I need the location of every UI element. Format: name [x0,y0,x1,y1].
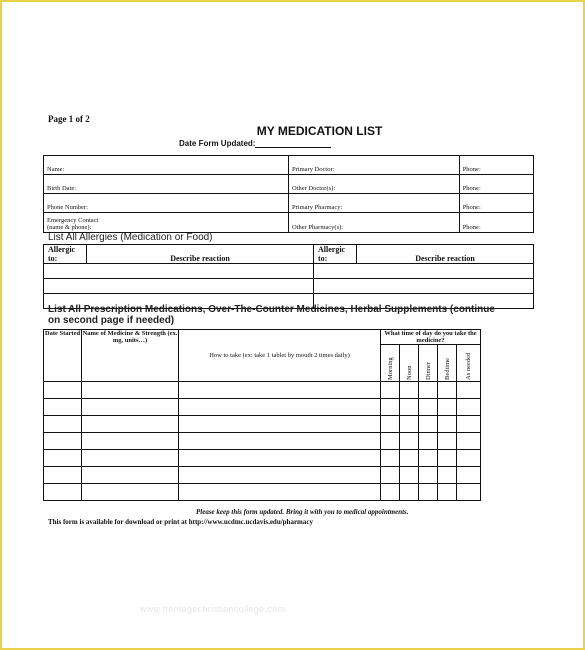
med-cell[interactable] [400,416,419,433]
med-cell[interactable] [44,416,82,433]
allergy-header-row [44,245,534,264]
med-cell[interactable] [44,433,82,450]
med-cell[interactable] [179,433,381,450]
footer-note: Please keep this form updated. Bring it with you to medical appointments. [196,508,409,516]
info-cell: Birth Date: [44,175,289,194]
allergies-heading: List All Allergies (Medication or Food) [48,232,213,243]
date-updated-line [255,139,331,148]
med-cell[interactable] [381,484,400,501]
medications-table [43,329,481,501]
reaction-col-header: Describe reaction [87,245,314,264]
allergy-col-header: Allergic to: [44,245,87,264]
time-label: Bedtime [443,357,451,380]
info-cell: Phone: [459,156,533,175]
med-cell[interactable] [400,484,419,501]
medications-heading: List All Prescription Medications, Over-The-Counter Medicines, Herbal Supplements (continue on second page if needed) [48,304,495,326]
med-cell[interactable] [438,484,457,501]
medication-row [44,467,481,484]
how-to-take-text: How to take (ex: take 1 tablet by mouth 2 times daily) [209,352,350,359]
med-cell[interactable] [82,484,179,501]
med-cell[interactable] [457,467,481,484]
time-dinner-header [419,345,438,382]
med-cell[interactable] [457,416,481,433]
info-row [44,175,534,194]
medication-row [44,416,481,433]
med-cell[interactable] [44,399,82,416]
info-cell: Primary Doctor: [289,156,460,175]
time-label: Morning [386,357,394,380]
med-cell[interactable] [419,450,438,467]
med-cell[interactable] [381,433,400,450]
how-to-take-header [179,330,381,382]
med-cell[interactable] [438,416,457,433]
med-cell[interactable] [179,382,381,399]
time-morning-header [381,345,400,382]
med-cell[interactable] [381,416,400,433]
med-cell[interactable] [82,382,179,399]
med-cell[interactable] [44,467,82,484]
time-bedtime-header [438,345,457,382]
page-number: Page 1 of 2 [48,114,90,124]
form-title-text: MY MEDICATION LIST [256,124,383,138]
info-cell: Primary Pharmacy: [289,194,460,213]
info-cell: Phone Number: [44,194,289,213]
patient-info-table [43,155,534,233]
med-cell[interactable] [457,382,481,399]
info-cell: Other Doctor(s): [289,175,460,194]
med-cell[interactable] [179,450,381,467]
meds-header-row [44,330,481,345]
med-cell[interactable] [457,433,481,450]
med-cell[interactable] [457,484,481,501]
info-cell: Phone: [459,175,533,194]
med-cell[interactable] [419,382,438,399]
medicine-name-header: Name of Medicine & Strength (ex. mg, units…) [82,330,179,382]
allergy-cell[interactable] [44,279,314,294]
med-cell[interactable] [400,467,419,484]
med-cell[interactable] [438,450,457,467]
med-cell[interactable] [179,467,381,484]
info-cell: Other Pharmacy(s): [289,213,460,233]
med-cell[interactable] [44,382,82,399]
med-cell[interactable] [381,450,400,467]
med-cell[interactable] [381,399,400,416]
med-cell[interactable] [419,399,438,416]
med-cell[interactable] [381,467,400,484]
date-updated [179,139,331,148]
allergy-cell[interactable] [314,279,534,294]
med-cell[interactable] [400,450,419,467]
info-row [44,156,534,175]
med-cell[interactable] [44,484,82,501]
reaction-col-header: Describe reaction [357,245,534,264]
medication-row [44,450,481,467]
med-cell[interactable] [438,467,457,484]
time-label: Noon [405,365,413,380]
med-cell[interactable] [400,399,419,416]
med-cell[interactable] [82,399,179,416]
med-cell[interactable] [457,450,481,467]
med-cell[interactable] [179,399,381,416]
med-cell[interactable] [419,416,438,433]
med-cell[interactable] [438,382,457,399]
allergy-cell[interactable] [44,264,314,279]
med-cell[interactable] [44,450,82,467]
time-as-needed-header [457,345,481,382]
med-cell[interactable] [381,382,400,399]
med-cell[interactable] [400,433,419,450]
time-label: Dinner [424,361,432,380]
med-cell[interactable] [82,416,179,433]
medication-row [44,399,481,416]
date-started-header: Date Started [44,330,82,382]
med-cell[interactable] [419,433,438,450]
med-cell[interactable] [438,433,457,450]
medication-row [44,484,481,501]
med-cell[interactable] [457,399,481,416]
allergies-table [43,244,534,309]
med-cell[interactable] [419,467,438,484]
med-cell[interactable] [438,399,457,416]
date-updated-label: Date Form Updated: [179,139,256,148]
medication-row [44,433,481,450]
info-row [44,213,534,233]
med-cell[interactable] [82,467,179,484]
medication-row [44,382,481,399]
allergy-cell[interactable] [314,264,534,279]
allergy-col-header: Allergic to: [314,245,357,264]
med-cell[interactable] [82,433,179,450]
med-cell[interactable] [179,484,381,501]
form-title [0,124,585,138]
time-label: As needed [465,352,472,380]
info-cell: Emergency Contact (name & phone): [44,213,289,233]
info-cell: Phone: [459,194,533,213]
med-cell[interactable] [400,382,419,399]
allergy-row [44,279,534,294]
time-noon-header [400,345,419,382]
med-cell[interactable] [82,450,179,467]
med-cell[interactable] [179,416,381,433]
time-of-day-header: What time of day do you take the medicine? [381,330,481,345]
info-cell: Phone: [459,213,533,233]
info-row [44,194,534,213]
med-cell[interactable] [419,484,438,501]
watermark: www.heritagechristiancollege.com [140,604,286,614]
allergy-row [44,264,534,279]
footer-url: This form is available for download or print at http://www.ucdmc.ucdavis.edu/pharmacy [48,518,313,526]
info-cell: Name: [44,156,289,175]
